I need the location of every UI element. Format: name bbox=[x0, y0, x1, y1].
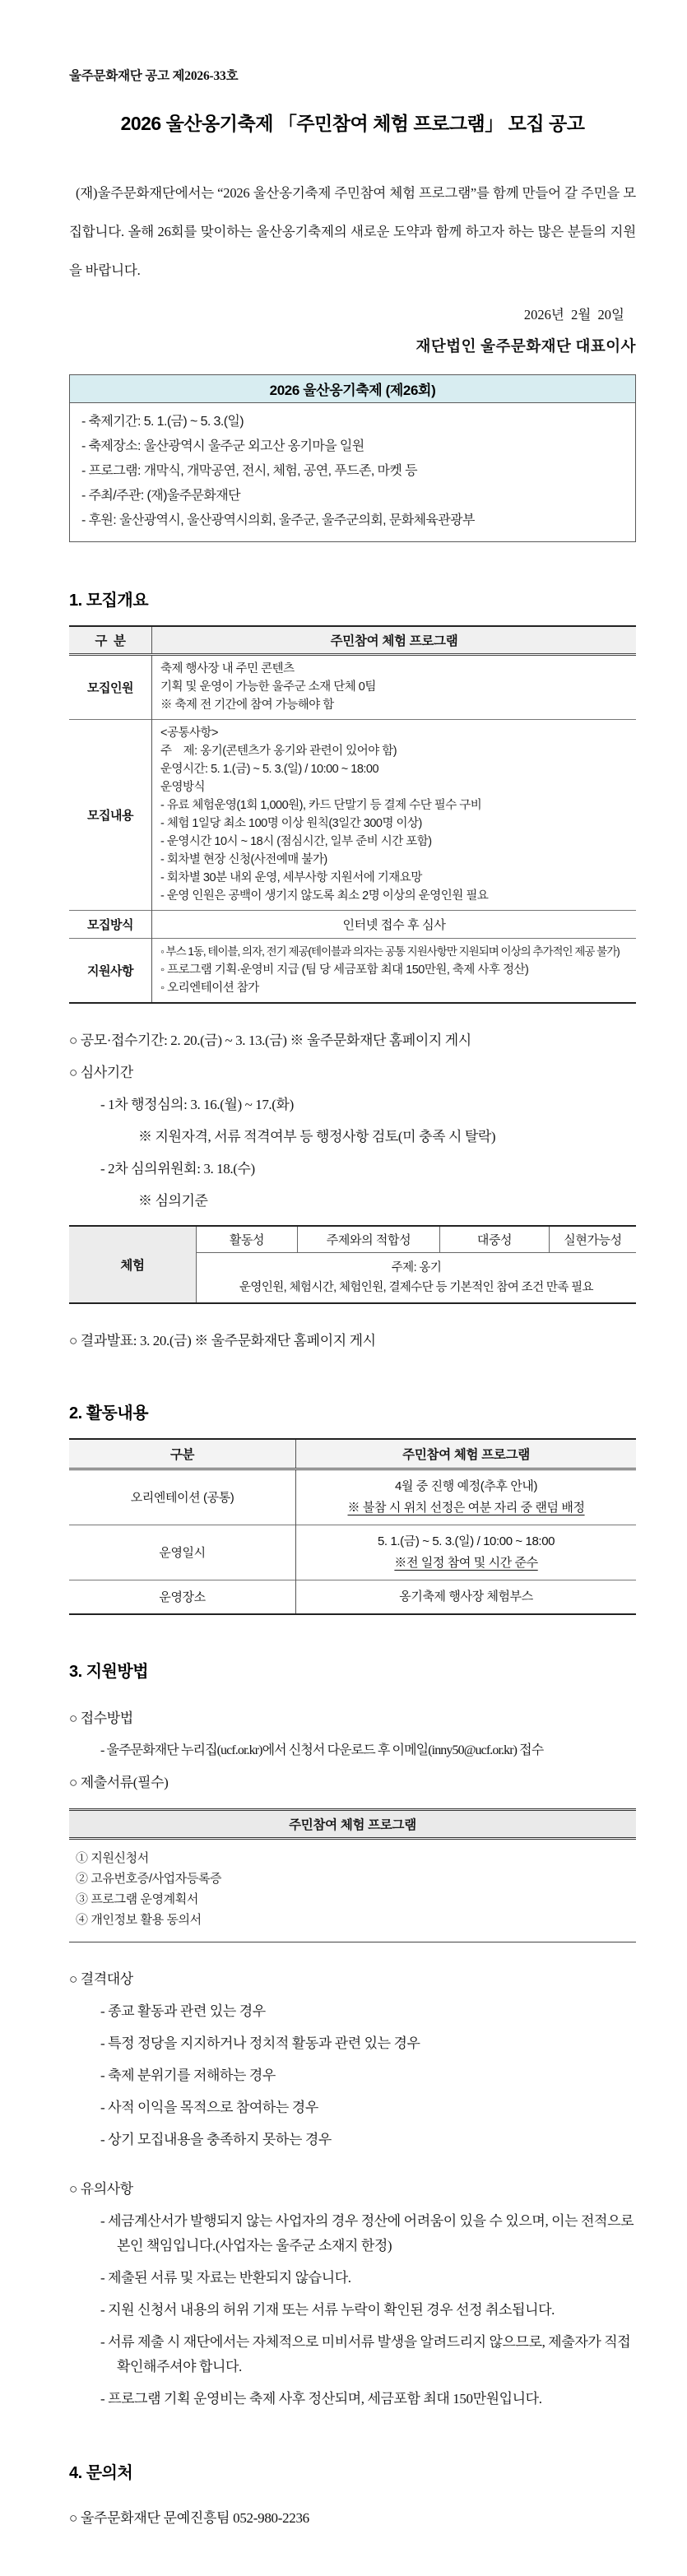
documents-table-header: 주민참여 체험 프로그램 bbox=[69, 1809, 636, 1838]
festival-info-item: - 축제장소: 울산광역시 울주군 외고산 옹기마을 일원 bbox=[81, 439, 364, 453]
activity-cell-line: ※ 불참 시 위치 선정은 여분 자리 중 랜덤 배정 bbox=[347, 1500, 585, 1515]
section-4-heading: 4. 문의처 bbox=[69, 2463, 133, 2482]
activity-row-label: 운영장소 bbox=[69, 1580, 296, 1614]
documents-table-header-row bbox=[69, 1809, 636, 1838]
recruitment-table bbox=[69, 625, 636, 1004]
disqualification-item: - 사적 이익을 목적으로 참여하는 경우 bbox=[100, 2099, 318, 2115]
result-announcement-line: ○ 결과발표: 3. 20.(금) ※ 울주문화재단 홈페이지 게시 bbox=[69, 1332, 376, 1348]
festival-info-item: - 후원: 울산광역시, 울산광역시의회, 울주군, 울주군의회, 문화체육관광부 bbox=[81, 513, 475, 527]
signer-line: 재단법인 울주문화재단 대표이사 bbox=[415, 338, 636, 355]
result-announcement-block bbox=[69, 1329, 636, 1353]
table-row-support bbox=[69, 938, 636, 1003]
festival-info-box bbox=[69, 374, 636, 542]
col-header-category: 구 분 bbox=[69, 626, 152, 655]
activity-row-place bbox=[69, 1580, 636, 1614]
cell-line: 운영시간: 5. 1.(금) ~ 5. 3.(일) / 10:00 ~ 18:00 bbox=[160, 762, 379, 776]
section-3-heading: 3. 지원방법 bbox=[69, 1662, 149, 1681]
cell-line: - 운영 인원은 공백이 생기지 않도록 최소 2명 이상의 운영인원 필요 bbox=[160, 889, 489, 903]
cell-line: 축제 행사장 내 주민 콘텐츠 bbox=[160, 661, 295, 675]
application-period-line: ○ 공모·접수기간: 2. 20.(금) ~ 3. 13.(금) ※ 울주문화재단 홈페이지 게시 bbox=[69, 1032, 471, 1048]
activity-table-header-row bbox=[69, 1439, 636, 1469]
criteria-col: 주제와의 적합성 bbox=[298, 1226, 440, 1253]
festival-box-body bbox=[70, 403, 635, 541]
document-item: ④ 개인정보 활용 동의서 bbox=[76, 1912, 202, 1927]
criteria-note-line: 주제: 옹기 bbox=[391, 1260, 442, 1274]
reception-method-line: - 울주문화재단 누리집(ucf.or.kr)에서 신청서 다운로드 후 이메일(inny50@ucf.or.kr) 접수 bbox=[100, 1743, 544, 1757]
activity-cell-line: 5. 1.(금) ~ 5. 3.(일) / 10:00 ~ 18:00 bbox=[377, 1534, 555, 1548]
festival-info-item: - 프로그램: 개막식, 개막공연, 전시, 체험, 공연, 푸드존, 마켓 등 bbox=[81, 463, 417, 478]
cell-line: - 회차별 현장 신청(사전예매 불가) bbox=[160, 852, 327, 866]
activity-row-label: 오리엔테이션 (공통) bbox=[69, 1469, 296, 1525]
document-item: ① 지원신청서 bbox=[76, 1850, 149, 1865]
criteria-table bbox=[69, 1225, 636, 1304]
activity-cell-line: ※전 일정 참여 및 시간 준수 bbox=[394, 1555, 538, 1570]
review-sub-note: ※ 지원자격, 서류 적격여부 등 행정사항 검토(미 충족 시 탈락) bbox=[138, 1128, 496, 1144]
note-item: - 제출된 서류 및 자료는 반환되지 않습니다. bbox=[100, 2269, 351, 2286]
note-item: - 세금계산서가 발행되지 않는 사업자의 경우 정산에 어려움이 있을 수 있으며, 이는 전적으로 본인 책임입니다.(사업자는 울주군 소재지 한정) bbox=[100, 2212, 634, 2253]
festival-info-item: - 축제기간: 5. 1.(금) ~ 5. 3.(일) bbox=[81, 414, 244, 429]
disqualification-item: - 축제 분위기를 저해하는 경우 bbox=[100, 2067, 276, 2083]
disqualification-item: - 특정 정당을 지지하거나 정치적 활동과 관련 있는 경우 bbox=[100, 2035, 420, 2051]
row-label: 지원사항 bbox=[69, 938, 152, 1003]
note-item: - 지원 신청서 내용의 허위 기재 또는 서류 누락이 확인된 경우 선정 취소됩니다. bbox=[100, 2301, 555, 2318]
announcement-date: 2026년 2월 20일 bbox=[523, 306, 624, 323]
table-row-content bbox=[69, 719, 636, 910]
activity-col-header-category: 구분 bbox=[69, 1439, 296, 1469]
activity-row-label: 운영일시 bbox=[69, 1525, 296, 1580]
cell-line: ◦ 부스 1동, 테이블, 의자, 전기 제공(테이블과 의자는 공통 지원사항만 지원되며 이상의 추가적인 제공 불가) bbox=[160, 945, 620, 958]
note-item: - 서류 제출 시 재단에서는 자체적으로 미비서류 발생을 알려드리지 않으므로, 제출자가 직접 확인해주셔야 합니다. bbox=[100, 2333, 631, 2374]
cell-line: <공통사항> bbox=[160, 726, 218, 740]
table-row-personnel bbox=[69, 654, 636, 719]
disqualification-item: - 종교 활동과 관련 있는 경우 bbox=[100, 2003, 266, 2019]
cell-line: 주 제: 옹기(콘텐츠가 옹기와 관련이 있어야 함) bbox=[160, 744, 397, 758]
intro-paragraph: (재)울주문화재단에서는 “2026 울산옹기축제 주민참여 체험 프로그램”를 함께 만들어 갈 주민을 모집합니다. 올해 26회를 맞이하는 울산옹기축제의 새로운 도약과 함께 하고자 하는 많은 분들의 지원을 바랍니다. bbox=[69, 185, 636, 278]
festival-box-title: 2026 울산옹기축제 (제26회) bbox=[70, 375, 635, 403]
cell-line: - 유료 체험운영(1회 1,000원), 카드 단말기 등 결제 수단 필수 구비 bbox=[160, 798, 482, 812]
criteria-col: 대중성 bbox=[440, 1226, 550, 1253]
table-row-method bbox=[69, 910, 636, 938]
review-criteria-label: ※ 심의기준 bbox=[138, 1192, 208, 1209]
section-2-heading: 2. 활동내용 bbox=[69, 1404, 149, 1423]
note-item: - 프로그램 기획 운영비는 축제 사후 정산되며, 세금포함 최대 150만원입니다. bbox=[100, 2390, 542, 2407]
cell-line: ※ 축제 전 기간에 참여 가능해야 함 bbox=[160, 698, 334, 712]
recruitment-table-header-row bbox=[69, 626, 636, 655]
documents-table bbox=[69, 1808, 636, 1942]
notes-label: ○ 유의사항 bbox=[69, 2180, 133, 2197]
festival-info-item: - 주최/주관: (재)울주문화재단 bbox=[81, 488, 240, 503]
review-item: - 1차 행정심의: 3. 16.(월) ~ 17.(화) bbox=[100, 1096, 294, 1112]
section-1-bullets bbox=[69, 1028, 636, 1214]
review-item: - 2차 심의위원회: 3. 18.(수) bbox=[100, 1160, 255, 1177]
contact-line: ○ 울주문화재단 문예진흥팀 052-980-2236 bbox=[69, 2509, 309, 2526]
document-item: ② 고유번호증/사업자등록증 bbox=[76, 1871, 222, 1886]
criteria-note-line: 운영인원, 체험시간, 체험인원, 결제수단 등 기본적인 참여 조건 만족 필요 bbox=[239, 1280, 593, 1294]
criteria-header-row bbox=[69, 1226, 636, 1253]
disqualification-block bbox=[69, 1967, 636, 2152]
review-period-label: ○ 심사기간 bbox=[69, 1064, 133, 1080]
section-1-heading: 1. 모집개요 bbox=[69, 591, 149, 610]
cell-line: - 운영시간 10시 ~ 18시 (점심시간, 일부 준비 시간 포함) bbox=[160, 834, 432, 848]
documents-label: ○ 제출서류(필수) bbox=[69, 1774, 169, 1790]
cell-method-value: 인터넷 접수 후 심사 bbox=[152, 910, 637, 938]
criteria-col: 활동성 bbox=[197, 1226, 298, 1253]
row-label: 모집내용 bbox=[69, 719, 152, 910]
activity-row-orientation bbox=[69, 1469, 636, 1525]
criteria-row-label: 체험 bbox=[69, 1226, 197, 1303]
criteria-col: 실현가능성 bbox=[550, 1226, 637, 1253]
cell-line: - 회차별 30분 내외 운영, 세부사항 지원서에 기재요망 bbox=[160, 870, 422, 884]
document-item: ③ 프로그램 운영계획서 bbox=[76, 1891, 198, 1906]
cell-line: 기획 및 운영이 가능한 울주군 소재 단체 0팀 bbox=[160, 680, 376, 694]
row-label: 모집인원 bbox=[69, 654, 152, 719]
cell-line: ◦ 프로그램 기획·운영비 지급 (팀 당 세금포함 최대 150만원, 축제 사후 정산) bbox=[160, 963, 529, 977]
row-label: 모집방식 bbox=[69, 910, 152, 938]
col-header-program: 주민참여 체험 프로그램 bbox=[152, 626, 637, 655]
reception-method-label: ○ 접수방법 bbox=[69, 1710, 133, 1726]
notice-number: 울주문화재단 공고 제2026-33호 bbox=[69, 69, 239, 83]
cell-line: ◦ 오리엔테이션 참가 bbox=[160, 981, 259, 995]
cell-line: 운영방식 bbox=[160, 780, 206, 794]
notes-block bbox=[69, 2177, 636, 2411]
activity-cell-line: 옹기축제 행사장 체험부스 bbox=[399, 1589, 533, 1604]
cell-line: - 체험 1일당 최소 100명 이상 원칙(3일간 300명 이상) bbox=[160, 816, 422, 830]
reception-block bbox=[69, 1706, 636, 1795]
activity-table bbox=[69, 1438, 636, 1615]
disqualification-item: - 상기 모집내용을 충족하지 못하는 경우 bbox=[100, 2131, 332, 2147]
activity-col-header-program: 주민참여 체험 프로그램 bbox=[296, 1439, 636, 1469]
disqualification-label: ○ 결격대상 bbox=[69, 1970, 133, 1987]
documents-table-body-row bbox=[69, 1838, 636, 1942]
page-title: 2026 울산옹기축제 「주민참여 체험 프로그램」 모집 공고 bbox=[120, 113, 585, 134]
activity-cell-line: 4월 중 진행 예정(추후 안내) bbox=[394, 1478, 538, 1493]
activity-row-schedule bbox=[69, 1525, 636, 1580]
